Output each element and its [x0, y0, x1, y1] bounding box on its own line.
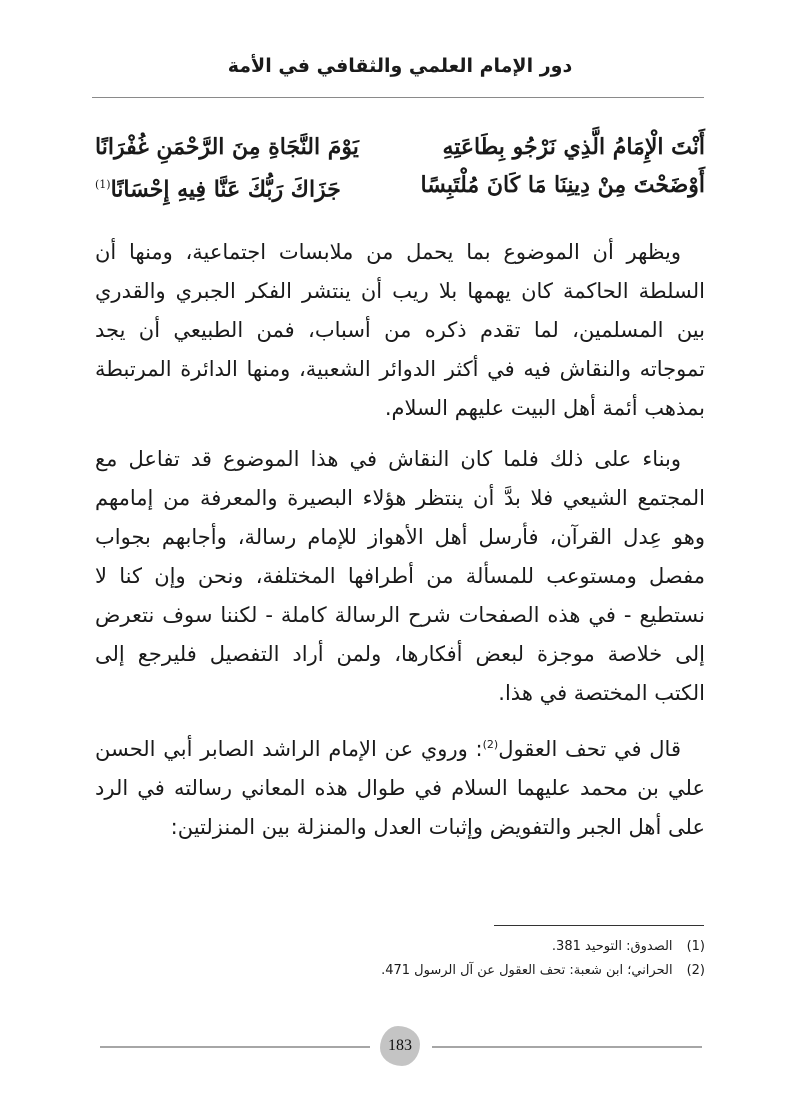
poem-verse: [95, 166, 705, 204]
running-header: دور الإمام العلمي والثقافي في الأمة: [227, 55, 573, 77]
page-number-badge: [380, 1026, 420, 1066]
footnotes: [95, 935, 705, 983]
verse-second-hemistich: [95, 166, 341, 204]
footnote-text: الصدوق: التوحيد 381.: [551, 939, 673, 954]
body-text: [95, 233, 705, 859]
paragraph: وبناء على ذلك فلما كان النقاش في هذا الموضوع قد تفاعل مع المجتمع الشيعي فلا بدَّ أن ينتظر هؤلاء البصيرة والمعرفة من إمامهم وهو عِدل القرآن، فأرسل أهل الأهواز للإمام رسالة، وأجابهم بجواب مفصل ومستوعب للمسألة من أطرافها المختلفة، ونحن وإن كنا لا نستطيع - في هذه الصفحات شرح الرسالة كاملة - لكننا سوف نتعرض إلى خلاصة موجزة لبعض أفكارها، ولمن أراد التفصيل فليرجع إلى الكتب المختصة في هذا.: [95, 447, 705, 705]
verse-first-hemistich: أَنْتَ الْإِمَامُ الَّذِي نَرْجُو بِطَاعَتِهِ: [442, 134, 705, 160]
footer-rule-left: [100, 1046, 370, 1048]
footnote: [95, 935, 705, 959]
paragraph: [95, 725, 705, 847]
paragraph: ويظهر أن الموضوع بما يحمل من ملابسات اجتماعية، ومنها أن السلطة الحاكمة كان يهمها بلا ريب أن ينتشر الفكر الجبري والقدري بين المسلمين، لما تقدم ذكره من أسباب، فمن الطبيعي أن يجد تموجاته والنقاش فيه في أكثر الدوائر الشعبية، ومنها الدائرة المرتبطة بمذهب أئمة أهل البيت عليهم السلام.: [95, 240, 705, 420]
footnote: [95, 959, 705, 983]
page-footer: [0, 1026, 800, 1066]
header-rule: [92, 97, 704, 98]
verse-second-hemistich-text: جَزَاكَ رَبُّكَ عَنَّا فِيهِ إِحْسَانًا: [110, 176, 341, 203]
poem-verse: [95, 128, 705, 166]
footnote-number: (2): [686, 963, 705, 978]
footnote-text: الحراني؛ ابن شعبة: تحف العقول عن آل الرسول 471.: [381, 963, 673, 978]
footnote-number: (1): [686, 939, 705, 954]
page-number: 183: [388, 1037, 412, 1054]
footnote-separator: [494, 925, 704, 926]
footer-rule-right: [432, 1046, 702, 1048]
verse-second-hemistich: [95, 128, 359, 166]
poem-block: [95, 128, 705, 204]
footnote-ref[interactable]: (2): [482, 738, 499, 751]
paragraph-text: قال في تحف العقول: [498, 737, 681, 761]
verse-first-hemistich: أَوْضَحْتَ مِنْ دِينِنَا مَا كَانَ مُلْتَبِسًا: [420, 172, 705, 198]
verse-second-hemistich-text: يَوْمَ النَّجَاةِ مِنَ الرَّحْمَنِ غُفْرَانًا: [95, 134, 359, 160]
footnote-ref[interactable]: (1): [95, 178, 111, 191]
paragraph-text: : وروي عن الإمام الراشد الصابر أبي الحسن علي بن محمد عليهما السلام في طوال هذه المعاني رسالته في الرد على أهل الجبر والتفويض وإثبات العدل والمنزلة بين المنزلتين:: [95, 737, 705, 839]
